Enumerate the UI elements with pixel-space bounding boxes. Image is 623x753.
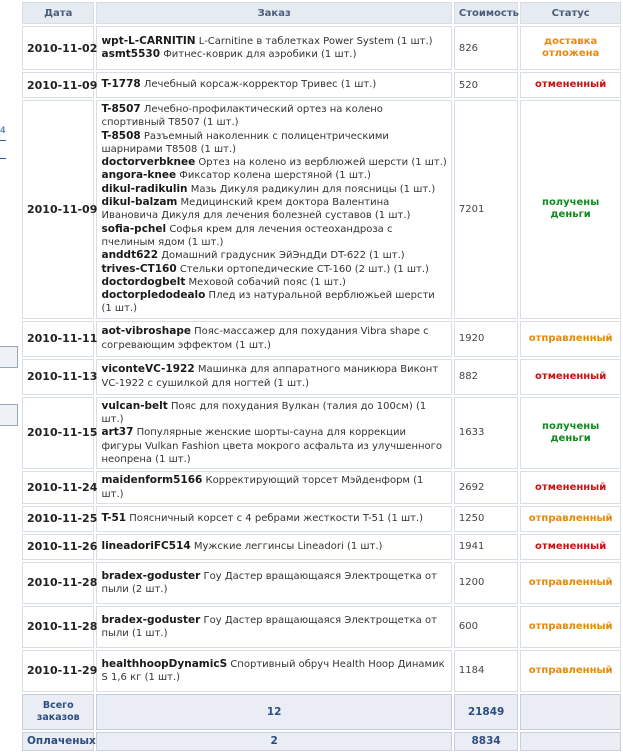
order-item (101, 570, 446, 597)
total-orders-count: 12 (96, 694, 451, 730)
total-orders-label: Всего заказов (22, 694, 94, 730)
order-status: получены деньги (520, 100, 621, 319)
order-cost: 520 (454, 72, 518, 98)
order-row (22, 606, 621, 648)
order-date: 2010-11-26 (22, 534, 94, 560)
order-row (22, 72, 621, 98)
header-order[interactable]: Заказ (96, 2, 451, 24)
order-row (22, 321, 621, 357)
paid-orders-count: 2 (96, 732, 451, 751)
order-date: 2010-11-09 (22, 72, 94, 98)
order-items (96, 321, 451, 357)
item-code[interactable]: doctorpledodealo (101, 289, 206, 302)
item-description: Фитнес-коврик для аэробики (1 шт.) (163, 49, 357, 60)
order-item (101, 426, 446, 466)
order-items (96, 606, 451, 648)
item-description: Машинка для аппаратного маникюра Виконт VC-1922 с сушилкой для ногтей (1 шт.) (101, 364, 439, 389)
item-code[interactable]: wpt-L-CARNITIN (101, 34, 196, 47)
order-item (101, 540, 446, 553)
item-description: Лечебный корсаж-корректор Тривес (1 шт.) (143, 79, 377, 91)
order-items (96, 650, 451, 692)
item-description: Гоу Дастер вращающаяся Электрощетка от пыли (1 шт.) (101, 614, 437, 639)
order-row (22, 26, 621, 70)
order-item (101, 276, 446, 289)
order-row (22, 471, 621, 504)
item-description: Пояс для похудания Вулкан (талия до 100см) (1 шт.) (101, 400, 427, 426)
order-date: 2010-11-15 (22, 397, 94, 469)
order-row (22, 534, 621, 560)
order-status: отправленный (520, 650, 621, 692)
item-code[interactable]: dikul-balzam (101, 196, 178, 209)
item-description: Поясничный корсет с 4 ребрами жесткости T-51 (1 шт.) (129, 513, 424, 525)
item-description: Домашний градусник ЭйЭндДи DT-622 (1 шт.) (161, 250, 405, 262)
order-date: 2010-11-28 (22, 606, 94, 648)
item-code[interactable]: T-1778 (101, 78, 141, 91)
item-description: Лечебно-профилактический ортез на колено спортивный T8507 (1 шт.) (101, 104, 383, 129)
item-description: L-Carnitine в таблетках Power System (1 шт.) (198, 35, 433, 47)
header-row (22, 2, 621, 24)
item-code[interactable]: anddt622 (101, 249, 159, 262)
order-item (101, 48, 446, 61)
summary-total-row (22, 694, 621, 730)
order-item (101, 223, 446, 250)
order-item (101, 289, 446, 316)
order-item (101, 512, 446, 525)
order-row (22, 100, 621, 319)
left-panel-box-2[interactable] (0, 404, 18, 426)
order-status: отправленный (520, 562, 621, 604)
order-item (101, 614, 446, 641)
left-page-link[interactable]: 4 (0, 126, 6, 136)
order-status: отправленный (520, 606, 621, 648)
item-code[interactable]: T-8508 (101, 129, 141, 142)
item-code[interactable]: bradex-goduster (101, 613, 201, 626)
left-page-link-underline[interactable] (0, 140, 6, 141)
order-items (96, 562, 451, 604)
item-code[interactable]: lineadoriFC514 (101, 540, 191, 553)
paid-orders-empty (520, 732, 621, 751)
paid-orders-sum: 8834 (454, 732, 518, 751)
item-description: Мужские леггинсы Lineadori (1 шт.) (193, 541, 383, 553)
item-description: Корректирующий торсет Мэйденформ (1 шт.) (101, 475, 424, 500)
order-cost: 882 (454, 359, 518, 395)
order-item (101, 196, 446, 223)
order-item (101, 474, 446, 501)
order-items (96, 100, 451, 319)
order-item (101, 35, 446, 48)
order-item (101, 169, 446, 182)
order-cost: 826 (454, 26, 518, 70)
order-items (96, 359, 451, 395)
item-description: Пояс-массажер для похудания Vibra shape с согревающим эффектом (1 шт.) (101, 326, 429, 351)
order-row (22, 359, 621, 395)
order-status: доставка отложена (520, 26, 621, 70)
order-date: 2010-11-02 (22, 26, 94, 70)
item-code[interactable]: asmt5530 (101, 48, 161, 60)
header-date[interactable]: Дата (22, 2, 94, 24)
order-item (101, 400, 446, 427)
order-row (22, 397, 621, 469)
item-description: Популярные женские шорты-сауна для коррекции фигуры Vulkan Fashion цвета мокрого асфальта из улучшенного неопрена (1 шт.) (101, 427, 443, 465)
item-code[interactable]: bradex-goduster (101, 569, 201, 582)
item-description: Спортивный обруч Health Hoop Динамик S 1,6 кг (1 шт.) (101, 658, 445, 683)
order-status: отмененный (520, 534, 621, 560)
order-item (101, 325, 446, 352)
order-item (101, 130, 446, 157)
item-code[interactable]: trives-CT160 (101, 262, 177, 275)
order-items (96, 72, 451, 98)
order-item (101, 103, 446, 130)
order-date: 2010-11-13 (22, 359, 94, 395)
order-date: 2010-11-24 (22, 471, 94, 504)
item-code[interactable]: viconteVC-1922 (101, 363, 195, 376)
order-cost: 2692 (454, 471, 518, 504)
order-date: 2010-11-25 (22, 506, 94, 532)
header-status[interactable]: Статус (520, 2, 621, 24)
order-date: 2010-11-09 (22, 100, 94, 319)
order-item (101, 156, 446, 169)
paid-orders-label: Оплаченых (22, 732, 94, 751)
item-code[interactable]: art37 (101, 426, 134, 439)
item-description: Ортез на колено из верблюжей шерсти (1 шт.) (198, 157, 447, 169)
item-code[interactable]: angora-knee (101, 169, 177, 182)
order-item (101, 263, 446, 276)
order-status: отмененный (520, 72, 621, 98)
item-code[interactable]: vulcan-belt (101, 399, 168, 412)
order-items (96, 534, 451, 560)
item-description: Софья крем для лечения остеохандроза с пчелиным ядом (1 шт.) (101, 223, 393, 248)
order-cost: 1250 (454, 506, 518, 532)
item-code[interactable]: doctorverbknee (101, 156, 196, 169)
item-code[interactable]: aot-vibroshape (101, 325, 191, 338)
order-status: отправленный (520, 506, 621, 532)
order-cost: 1184 (454, 650, 518, 692)
order-status: отмененный (520, 471, 621, 504)
order-date: 2010-11-11 (22, 321, 94, 357)
item-description: Гоу Дастер вращающаяся Электрощетка от пыли (2 шт.) (101, 570, 437, 595)
order-items (96, 506, 451, 532)
left-margin (0, 0, 20, 640)
order-status: отправленный (520, 321, 621, 357)
order-item (101, 249, 446, 262)
order-status: получены деньги (520, 397, 621, 469)
item-description: Разъемный наколенник с полицентрическими шарнирами T8508 (1 шт.) (101, 130, 389, 155)
item-code[interactable]: T-8507 (101, 103, 141, 115)
item-description: Фиксатор колена шерстяной (1 шт.) (179, 170, 371, 182)
order-items (96, 471, 451, 504)
total-orders-sum: 21849 (454, 694, 518, 730)
order-row (22, 650, 621, 692)
order-cost: 1633 (454, 397, 518, 469)
order-item (101, 658, 446, 685)
left-panel-box[interactable] (0, 346, 18, 368)
item-description: Медицинский крем доктора Валентина Ивановича Дикуля для лечения болезней суставов (1 шт.) (101, 197, 411, 222)
header-cost[interactable]: Стоимость (454, 2, 518, 24)
item-code[interactable]: maidenform5166 (101, 474, 203, 487)
order-cost: 1920 (454, 321, 518, 357)
item-code[interactable]: doctordogbelt (101, 275, 186, 288)
order-cost: 1941 (454, 534, 518, 560)
order-item (101, 363, 446, 390)
order-date: 2010-11-28 (22, 562, 94, 604)
order-status: отмененный (520, 359, 621, 395)
summary-paid-row (22, 732, 621, 751)
order-items (96, 397, 451, 469)
order-items (96, 26, 451, 70)
item-code[interactable]: sofia-pchel (101, 222, 167, 235)
left-page-link-underline-2[interactable] (0, 158, 6, 159)
order-cost: 1200 (454, 562, 518, 604)
order-item (101, 78, 446, 91)
item-code[interactable]: dikul-radikulin (101, 182, 188, 195)
item-description: Мазь Дикуля радикулин для поясницы (1 шт.) (190, 183, 436, 195)
order-cost: 7201 (454, 100, 518, 319)
item-description: Стельки ортопедические CT-160 (2 шт.) (1 шт.) (179, 263, 429, 275)
order-cost: 600 (454, 606, 518, 648)
item-description: Меховой собачий пояс (1 шт.) (188, 276, 346, 288)
item-code[interactable]: healthhoopDynamicS (101, 657, 228, 670)
order-row (22, 562, 621, 604)
order-date: 2010-11-29 (22, 650, 94, 692)
total-orders-empty (520, 694, 621, 730)
item-description: Плед из натуральной верблюжьей шерсти (1 шт.) (101, 290, 435, 315)
order-item (101, 183, 446, 196)
item-code[interactable]: T-51 (101, 512, 127, 525)
order-row (22, 506, 621, 532)
